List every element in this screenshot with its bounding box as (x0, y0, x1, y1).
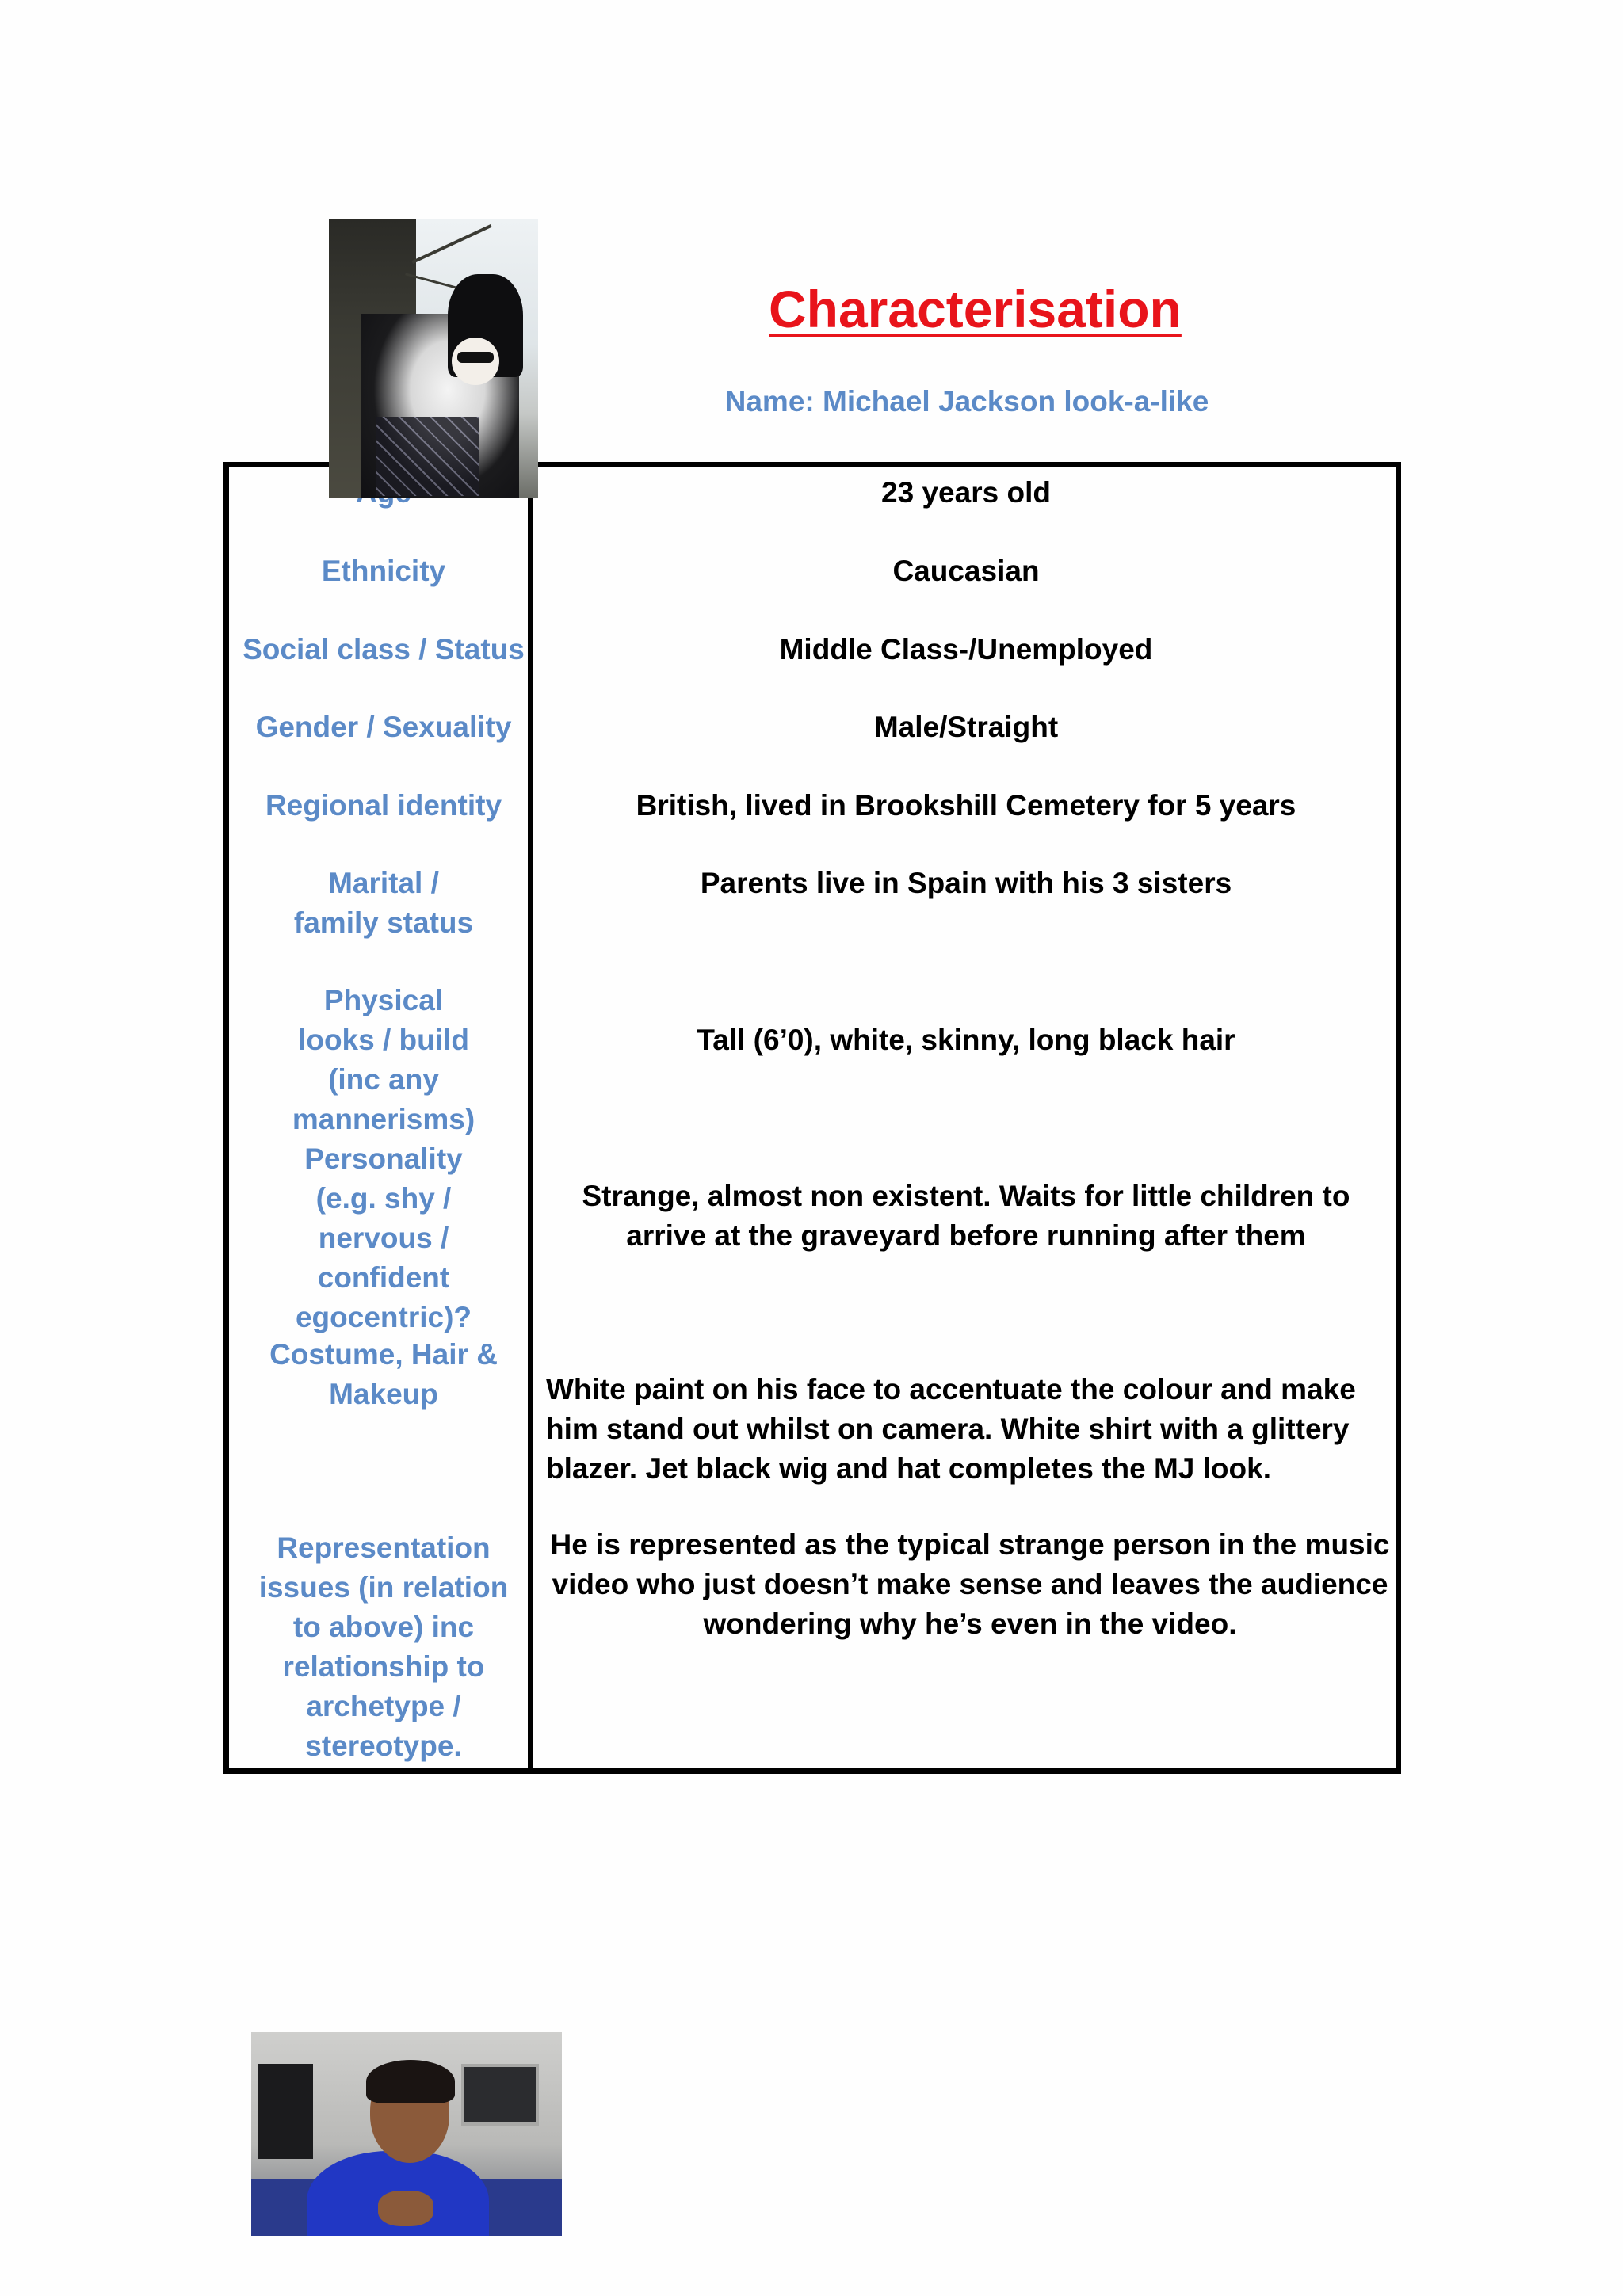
value-regional-identity: British, lived in Brookshill Cemetery for 5 years (636, 789, 1296, 822)
label-representation: Representation issues (in relation to above) inc relationship to archetype / stereotype. (258, 1531, 509, 1762)
value-age: 23 years old (881, 476, 1051, 509)
value-social-class: Middle Class-/Unemployed (779, 633, 1153, 666)
value-costume: White paint on his face to accentuate the colour and make him stand out whilst on camera. White shirt with a glittery blazer. Jet black wig and hat completes the MJ look. (546, 1373, 1356, 1485)
value-personality: Strange, almost non existent. Waits for little children to arrive at the graveyard before running after them (582, 1180, 1350, 1252)
value-representation: He is represented as the typical strange person in the music video who just doesn’t make sense and leaves the audience wondering why he’s even in the video. (550, 1528, 1390, 1640)
label-marital-status: Marital / family status (293, 867, 474, 939)
character-name: Name: Michael Jackson look-a-like (724, 385, 1209, 418)
label-regional-identity: Regional identity (265, 789, 502, 822)
value-physical-looks: Tall (6’0), white, skinny, long black hair (697, 1024, 1235, 1056)
label-physical-looks: Physical looks / build (inc any mannerisms) (292, 984, 475, 1135)
value-gender: Male/Straight (873, 711, 1059, 743)
label-ethnicity: Ethnicity (321, 555, 446, 587)
document-title: Characterisation (769, 280, 1182, 338)
label-personality: Personality (e.g. shy / nervous / confident egocentric)? (295, 1142, 472, 1333)
characterisation-table (223, 462, 1401, 1774)
michael-jackson-lookalike-photo (329, 219, 538, 498)
label-social-class: Social class / Status (242, 633, 525, 666)
label-costume: Costume, Hair & Makeup (269, 1338, 498, 1410)
value-marital-status: Parents live in Spain with his 3 sisters (700, 867, 1232, 899)
actor-photo (251, 2032, 562, 2236)
label-gender: Gender / Sexuality (255, 711, 512, 743)
value-ethnicity: Caucasian (892, 555, 1040, 587)
